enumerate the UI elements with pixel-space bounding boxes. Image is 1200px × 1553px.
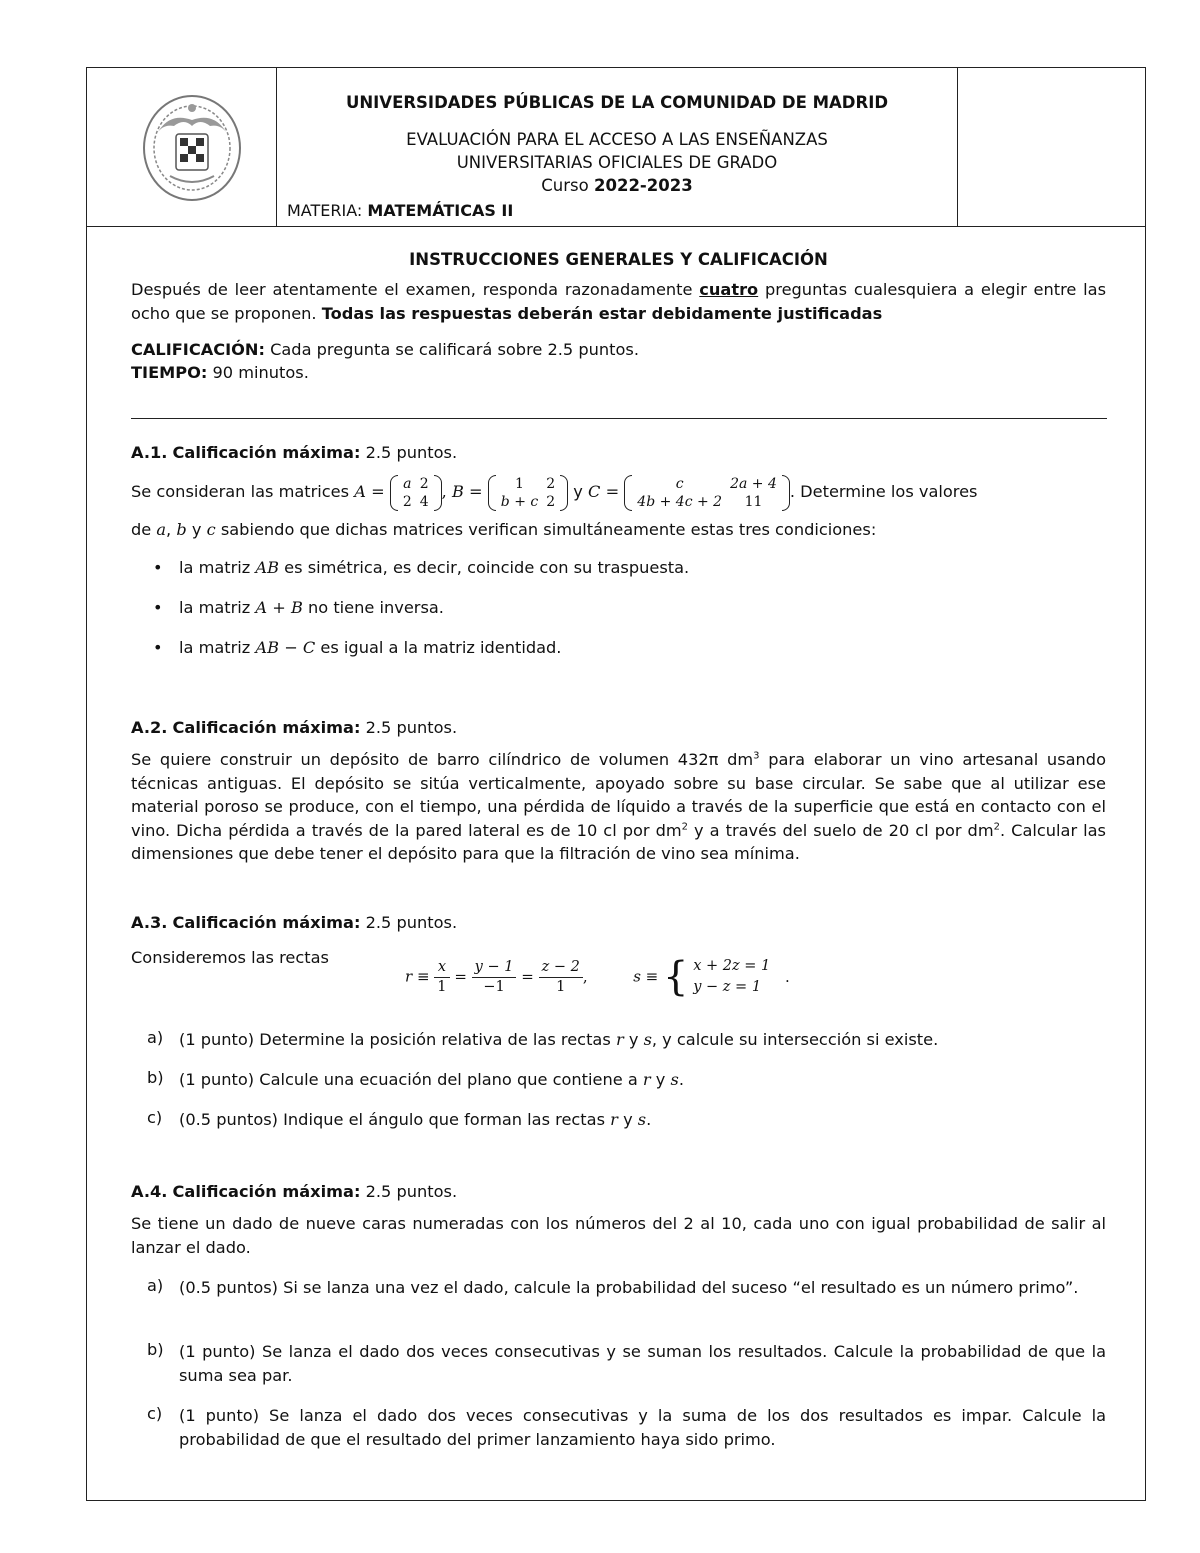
course-line: [277, 176, 957, 195]
subject-label: MATERIA:: [287, 201, 363, 220]
grading-line: [131, 338, 1106, 362]
time-label: TIEMPO:: [131, 363, 208, 382]
exam-header: [87, 68, 1145, 227]
matrix-c: c 2a + 4 4b + 4c + 2 11: [624, 475, 790, 511]
university-name: UNIVERSIDADES PÚBLICAS DE LA COMUNIDAD DE MADRID: [345, 93, 889, 112]
question-a3-intro: Consideremos las rectas: [131, 948, 329, 967]
matrix-b: 1 2 b + c 2: [488, 475, 568, 511]
line-equations: r ≡ $\frac{x}{1}$ = $\frac{y - 1}{-1}$ = $\frac{z - 2}{1}$ , s ≡ { x + 2z = 1 y − z = 1 .: [405, 954, 790, 1000]
question-a3-header: A.3. Calificación máxima: 2.5 puntos.: [131, 913, 458, 932]
bullet-2: •: [153, 598, 163, 617]
bullet-1: •: [153, 558, 163, 577]
line-s-name: s ≡: [633, 967, 659, 986]
logo-cell: [87, 68, 277, 226]
header-title-cell: [277, 68, 957, 226]
subject-line: [287, 201, 513, 220]
a3-part-c: (0.5 puntos) Indique el ángulo que forman las rectas r y s.: [179, 1110, 652, 1129]
question-a1-header: [131, 441, 1106, 465]
course-label: Curso: [541, 176, 589, 195]
a1-condition-2: la matriz A + B no tiene inversa.: [179, 598, 444, 617]
exam-frame: [86, 67, 1146, 1501]
a4-part-b-label: b): [147, 1340, 164, 1359]
instructions-text-a: Después de leer atentamente el examen, responda razonadamente: [131, 280, 693, 299]
score-value: 2.5 puntos.: [365, 443, 458, 462]
a4-part-b: (1 punto) Se lanza el dado dos veces consecutivas y se suman los resultados. Calcule la probabilidad de que la suma sea par.: [179, 1342, 1106, 1385]
a4-part-c-label: c): [147, 1404, 163, 1423]
a4-part-a: (0.5 puntos) Si se lanza una vez el dado, calcule la probabilidad del suceso “el resultado es un número primo”.: [179, 1278, 1079, 1297]
subject-value: MATEMÁTICAS II: [367, 201, 514, 220]
instructions-emph: cuatro: [699, 280, 759, 299]
a4-part-c: (1 punto) Se lanza el dado dos veces consecutivas y la suma de los dos resultados es impar. Calcule la probabilidad de que el resultado del primer lanzamiento haya sido primo.: [179, 1406, 1106, 1449]
question-a1-intro: Se consideran las matrices A = a 2 2 4 , B = 1 2 b + c 2 y C = c 2a + 4 4b + 4c + 2 11 . Determine los valores: [131, 475, 978, 510]
separator: [131, 418, 1107, 419]
a1-intro-a: Se consideran las matrices: [131, 482, 350, 501]
time-line: [131, 361, 1106, 385]
bullet-3: •: [153, 638, 163, 657]
a3-part-b-label: b): [147, 1068, 164, 1087]
evaluation-line-1: EVALUACIÓN PARA EL ACCESO A LAS ENSEÑANZAS: [406, 130, 828, 149]
instructions-bold: Todas las respuestas deberán estar debidamente justificadas: [321, 303, 883, 323]
a4-part-a-label: a): [147, 1276, 164, 1295]
a3-part-a-label: a): [147, 1028, 164, 1047]
a3-part-b: (1 punto) Calcule una ecuación del plano que contiene a r y s.: [179, 1070, 684, 1089]
header-empty-cell: [957, 68, 1147, 226]
matrix-a: a 2 2 4: [390, 475, 442, 511]
a3-part-a: (1 punto) Determine la posición relativa de las rectas r y s, y calcule su intersección si existe.: [179, 1030, 939, 1049]
a1-condition-3: la matriz AB − C es igual a la matriz identidad.: [179, 638, 562, 657]
instructions-text: [131, 278, 1106, 325]
course-value: 2022-2023: [594, 176, 693, 195]
question-a2-text: Se quiere construir un depósito de barro cilíndrico de volumen 432π $dm^3$ para elaborar un vino artesanal usando técnicas antiguas. El depósito se sitúa verticalmente, apoyado sobre su base circular. Se sabe que al utilizar ese material poroso se produce, con el tiempo, una pérdida de líquido a través de la superficie que está en contacto con el vino. Dicha pérdida a través de la pared lateral es de 10 cl por $dm^2$ y a través del suelo de 20 cl por $dm^2$. Calcular las dimensiones que debe tener el depósito para que la filtración de vino sea mínima.: [131, 750, 1106, 863]
instructions-title: INSTRUCCIONES GENERALES Y CALIFICACIÓN: [409, 250, 828, 269]
line-r-name: r ≡: [405, 967, 430, 986]
question-a1-intro-2: de a, b y c sabiendo que dichas matrices verifican simultáneamente estas tres condiciones:: [131, 520, 877, 539]
question-a4-header: A.4. Calificación máxima: 2.5 puntos.: [131, 1182, 458, 1201]
evaluation-line-2: UNIVERSITARIAS OFICIALES DE GRADO: [456, 153, 778, 172]
question-a4-intro: Se tiene un dado de nueve caras numeradas con los números del 2 al 10, cada uno con igual probabilidad de salir al lanzar el dado.: [131, 1214, 1106, 1257]
question-id: A.1.: [131, 443, 168, 462]
university-seal-icon: [140, 92, 244, 204]
a1-intro-c: sabiendo que dichas matrices verifican simultáneamente estas tres condiciones:: [220, 520, 877, 539]
a3-part-c-label: c): [147, 1108, 163, 1127]
grading-label: CALIFICACIÓN:: [131, 340, 265, 359]
grading-text: Cada pregunta se calificará sobre 2.5 puntos.: [270, 340, 639, 359]
a1-condition-1: la matriz AB es simétrica, es decir, coincide con su traspuesta.: [179, 558, 690, 577]
score-label: Calificación máxima:: [172, 443, 361, 462]
a1-intro-b: . Determine los valores: [789, 482, 978, 501]
question-a2-header: A.2. Calificación máxima: 2.5 puntos.: [131, 718, 458, 737]
time-text: 90 minutos.: [212, 363, 309, 382]
instructions-text-b: preguntas cualesquiera a elegir entre las ocho que se proponen.: [131, 280, 1107, 323]
